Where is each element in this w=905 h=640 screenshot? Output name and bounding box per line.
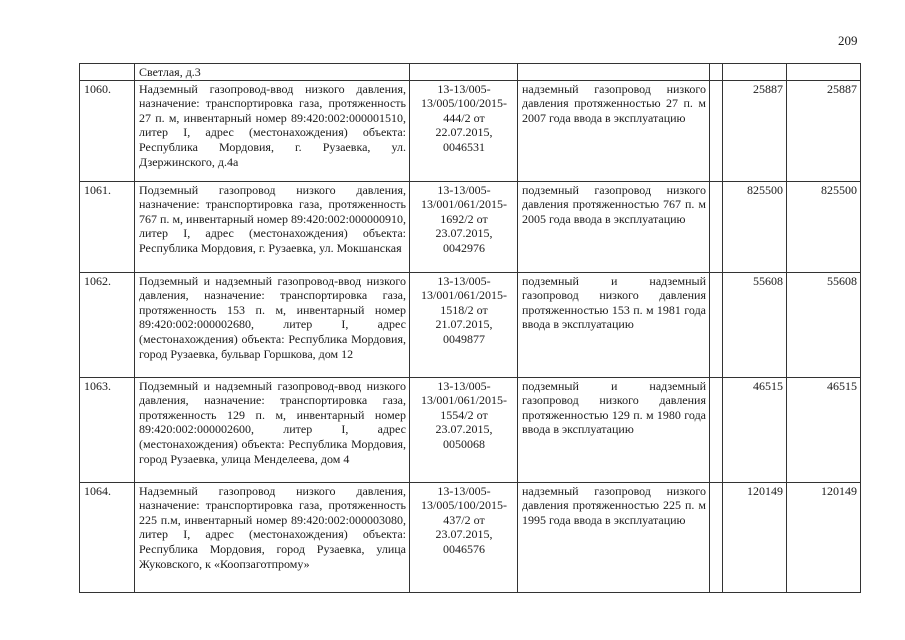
cell-num: 1060. [80, 80, 135, 181]
cell-value-1: 25887 [723, 80, 787, 181]
cell-empty [710, 80, 723, 181]
page-number: 209 [838, 33, 858, 48]
table-row [80, 482, 861, 592]
cell-description: Надземный газопровод-ввод низкого давления, назначение: транспортировка газа, протяженность 27 п. м, инвентарный номер 89:420:002:000001510, литер I, адрес (местонахождения) объекта: Республика Мордовия, г. Рузаевка, ул. Дзержинского, д.4а [135, 80, 410, 181]
cell-characteristics: надземный газопровод низкого давления протяженностью 27 п. м 2007 года ввода в эксплуатацию [518, 80, 710, 181]
table-row [80, 181, 861, 272]
cell-characteristics: надземный газопровод низкого давления протяженностью 225 п. м 1995 года ввода в эксплуатацию [518, 482, 710, 592]
cell-num: 1064. [80, 482, 135, 592]
cell-value-2: 46515 [787, 377, 861, 482]
cell-registration: 13-13/005-13/001/061/2015-1554/2 от 23.07.2015, 0050068 [410, 377, 518, 482]
cell-characteristics: подземный и надземный газопровод низкого давления протяженностью 129 п. м 1980 года ввода в эксплуатацию [518, 377, 710, 482]
cell-empty [710, 181, 723, 272]
cell-value-1: 825500 [723, 181, 787, 272]
cell-value-2 [787, 64, 861, 81]
cell-registration: 13-13/005-13/001/061/2015-1692/2 от 23.07.2015, 0042976 [410, 181, 518, 272]
cell-characteristics: подземный и надземный газопровод низкого давления протяженностью 153 п. м 1981 года ввода в эксплуатацию [518, 272, 710, 377]
table-row-continuation [80, 64, 861, 81]
cell-num: 1062. [80, 272, 135, 377]
property-registry-table [79, 63, 861, 593]
cell-empty [710, 377, 723, 482]
cell-registration: 13-13/005-13/005/100/2015-444/2 от 22.07.2015, 0046531 [410, 80, 518, 181]
cell-description: Подземный и надземный газопровод-ввод низкого давления, назначение: транспортировка газа, протяженность 153 п. м, инвентарный номер 89:420:002:000002680, литер I, адрес (местонахождения) объекта: Республика Мордовия, город Рузаевка, бульвар Горшкова, дом 12 [135, 272, 410, 377]
cell-value-1: 120149 [723, 482, 787, 592]
cell-registration [410, 64, 518, 81]
cell-registration: 13-13/005-13/005/100/2015-437/2 от 23.07.2015, 0046576 [410, 482, 518, 592]
cell-value-2: 25887 [787, 80, 861, 181]
cell-num: 1063. [80, 377, 135, 482]
cell-value-1: 46515 [723, 377, 787, 482]
cell-empty [710, 64, 723, 81]
cell-empty [710, 482, 723, 592]
cell-empty [710, 272, 723, 377]
table-row [80, 272, 861, 377]
cell-value-1 [723, 64, 787, 81]
table-row [80, 377, 861, 482]
cell-characteristics [518, 64, 710, 81]
cell-num [80, 64, 135, 81]
cell-description: Надземный газопровод низкого давления, назначение: транспортировка газа, протяженность 225 п.м, инвентарный номер 89:420:002:000003080, литер I, адрес (местонахождения) объекта: Республика Мордовия, город Рузаевка, улица Жуковского, к «Коопзаготпрому» [135, 482, 410, 592]
table-row [80, 80, 861, 181]
cell-value-2: 55608 [787, 272, 861, 377]
cell-description: Светлая, д.3 [135, 64, 410, 81]
cell-description: Подземный и надземный газопровод-ввод низкого давления, назначение: транспортировка газа, протяженность 129 п. м, инвентарный номер 89:420:002:000002600, литер I, адрес (местонахождения) объекта: Республика Мордовия, город Рузаевка, улица Менделеева, дом 4 [135, 377, 410, 482]
cell-value-2: 120149 [787, 482, 861, 592]
cell-value-2: 825500 [787, 181, 861, 272]
cell-num: 1061. [80, 181, 135, 272]
cell-characteristics: подземный газопровод низкого давления протяженностью 767 п. м 2005 года ввода в эксплуатацию [518, 181, 710, 272]
cell-registration: 13-13/005-13/001/061/2015-1518/2 от 21.07.2015, 0049877 [410, 272, 518, 377]
cell-description: Подземный газопровод низкого давления, назначение: транспортировка газа, протяженность 767 п. м, инвентарный номер 89:420:002:000000910, литер I, адрес (местонахождения) объекта: Республика Мордовия, г. Рузаевка, ул. Мокшанская [135, 181, 410, 272]
cell-value-1: 55608 [723, 272, 787, 377]
